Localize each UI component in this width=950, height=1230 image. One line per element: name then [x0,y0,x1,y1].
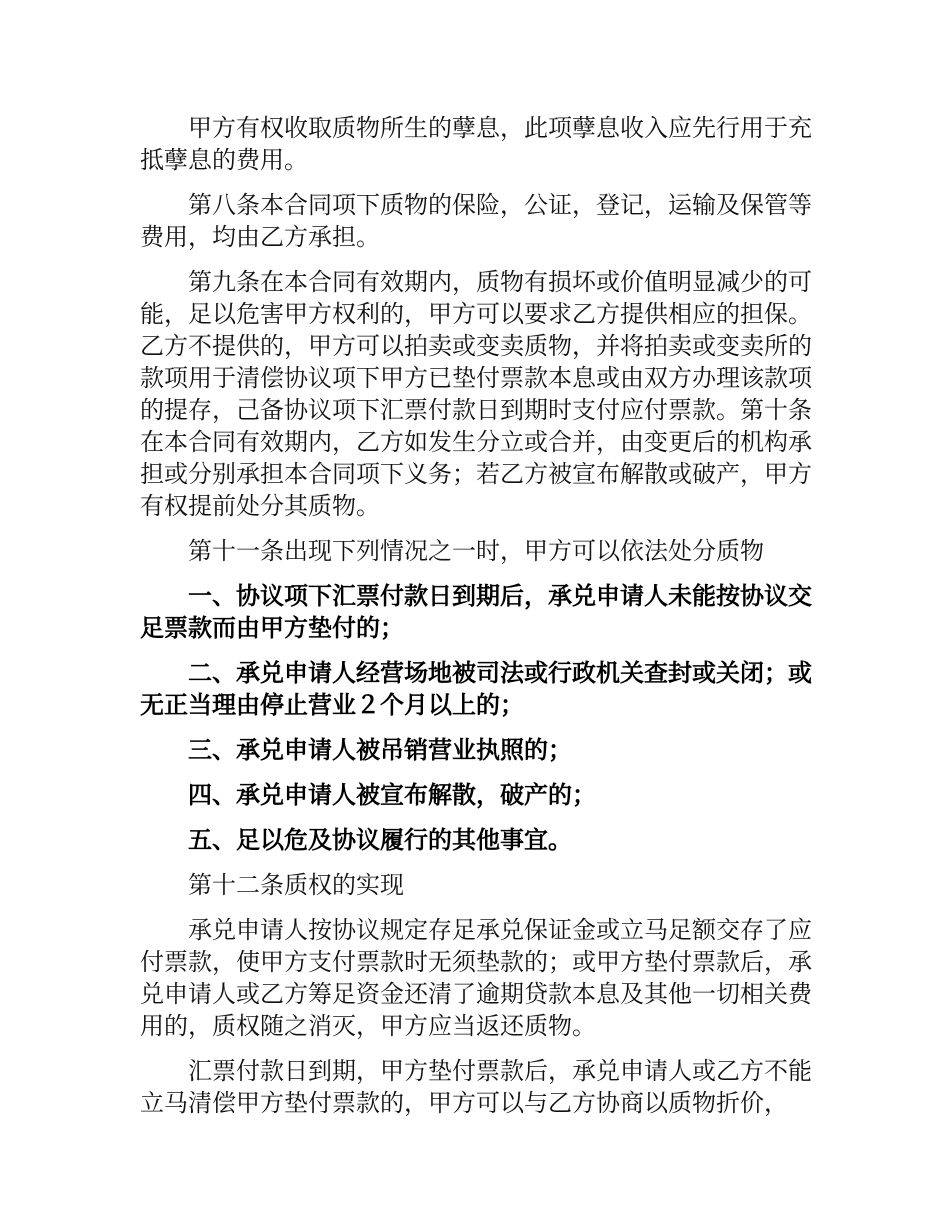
paragraph-pledge-realize: 汇票付款日到期，甲方垫付票款后，承兑申请人或乙方不能立马清偿甲方垫付票款的，甲方可以与乙方协商以质物折价， [140,1057,812,1117]
paragraph-article-12-heading: 第十二条质权的实现 [188,871,404,899]
list-item-condition-4: 四、承兑申请人被宣布解散，破产的； [188,780,596,809]
list-item-condition-3: 三、承兑申请人被吊销营业执照的； [188,735,572,764]
paragraph-article-9-10: 第九条在本合同有效期内，质物有损坏或价值明显减少的可能，足以危害甲方权利的，甲方可以要求乙方提供相应的担保。乙方不提供的，甲方可以拍卖或变卖质物，并将拍卖或变卖所的款项用于清偿协议项下甲方已垫付票款本息或由双方办理该款项的提存，己备协议项下汇票付款日到期时支付应付票款。第十条在本合同有效期内，乙方如发生分立或合并，由变更后的机构承担或分别承担本合同项下义务；若乙方被宣布解散或破产，甲方有权提前处分其质物。 [140,268,812,520]
paragraph-interest: 甲方有权收取质物所生的孽息，此项孽息收入应先行用于充抵孽息的费用。 [140,114,812,174]
list-item-condition-1: 一、协议项下汇票付款日到期后，承兑申请人未能按协议交足票款而由甲方垫付的； [140,581,812,642]
list-item-condition-5: 五、足以危及协议履行的其他事宜。 [188,825,572,854]
paragraph-pledge-extinguish: 承兑申请人按协议规定存足承兑保证金或立马足额交存了应付票款，使甲方支付票款时无须垫款的；或甲方垫付票款后，承兑申请人或乙方筹足资金还清了逾期贷款本息及其他一切相关费用的，质权随之消灭，甲方应当返还质物。 [140,916,812,1040]
list-item-condition-2: 二、承兑申请人经营场地被司法或行政机关查封或关闭；或无正当理由停止营业２个月以上的； [140,658,812,719]
paragraph-article-8: 第八条本合同项下质物的保险，公证，登记，运输及保管等费用，均由乙方承担。 [140,191,812,251]
paragraph-article-11: 第十一条出现下列情况之一时，甲方可以依法处分质物 [188,537,764,565]
document-page [140,112,812,1132]
